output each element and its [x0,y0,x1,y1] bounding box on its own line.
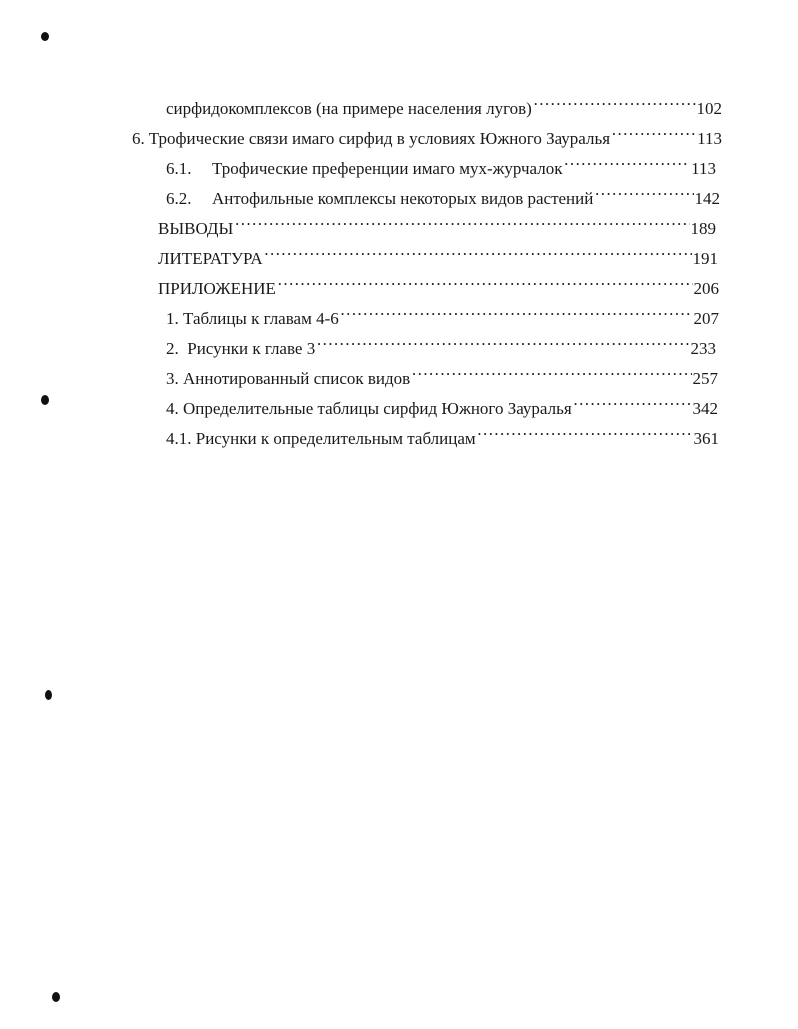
toc-entry-page: 191 [692,249,718,268]
toc-entry [132,116,722,148]
toc-entry-page: 102 [696,99,722,118]
dot-leader [316,326,689,354]
toc-entry-page: 113 [691,159,716,178]
dot-leader [264,236,692,264]
toc-entry [158,236,718,268]
dot-leader [234,206,689,234]
toc-entry-number: 6. [132,129,145,148]
toc-entry [158,266,719,298]
toc-entry [158,206,716,238]
toc-entry-number: 6.1. [166,159,192,178]
toc-entry-title: ПРИЛОЖЕНИЕ [158,279,276,298]
dot-leader [411,356,691,384]
toc-entry-title: 3. Аннотированный список видов [166,369,411,388]
toc-entry-page: 257 [692,369,718,388]
dot-leader [477,416,693,444]
toc-entry-title: Трофические связи имаго сирфид в условиях Южного Зауралья [148,129,611,148]
dot-leader [573,386,692,414]
toc-entry-page: 207 [693,309,719,328]
dot-leader [611,116,696,144]
toc-entry-page: 113 [697,129,722,148]
toc-entry-page: 206 [693,279,719,298]
dot-leader [277,266,693,294]
dot-leader [533,86,696,114]
binding-hole-mark [45,690,52,700]
toc-entry-title: 1. Таблицы к главам 4-6 [166,309,339,328]
toc-entry-title: 2. Рисунки к главе 3 [166,339,316,358]
toc-entry [166,326,716,358]
dot-leader [563,146,690,174]
toc-entry-page: 189 [690,219,716,238]
toc-entry [166,356,718,388]
toc-entry-page: 233 [690,339,716,358]
toc-entry-page: 342 [692,399,718,418]
binding-hole-mark [41,32,49,41]
toc-entry-title: Антофильные комплексы некоторых видов растений [212,189,594,208]
toc-entry-title: 4.1. Рисунки к определительным таблицам [166,429,476,448]
binding-hole-mark [52,992,60,1002]
toc-entry-title: ВЫВОДЫ [158,219,234,238]
dot-leader [340,296,693,324]
toc-entry [166,176,720,208]
toc-entry-number: 6.2. [166,189,192,208]
toc-entry-page: 361 [693,429,719,448]
toc-entry [166,296,719,328]
dot-leader [594,176,693,204]
toc-entry-title: ЛИТЕРАТУРА [158,249,263,268]
toc-entry [166,386,718,418]
toc-entry-title: 4. Определительные таблицы сирфид Южного Зауралья [166,399,572,418]
toc-entry-title: сирфидокомплексов (на примере населения лугов) [166,99,532,118]
binding-hole-mark [41,395,49,405]
toc-entry [166,86,722,118]
toc-entry-page: 142 [694,189,720,208]
toc-entry [166,146,716,178]
toc-entry-title: Трофические преференции имаго мух-журчалок [212,159,563,178]
toc-entry [166,416,719,448]
